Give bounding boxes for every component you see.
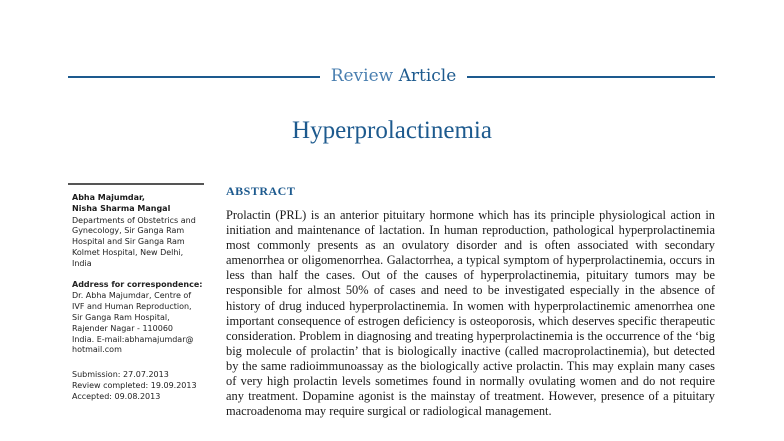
header-rule-right — [467, 76, 715, 78]
section-label-word1: Review — [330, 66, 394, 86]
affiliation-line: Hospital and Sir Ganga Ram — [72, 237, 185, 247]
abstract-text: Prolactin (PRL) is an anterior pituitary hormone which has its principle physiological action in initiation and maintenance of lactation. In human reproduction, pathological hyperprolactinemia most commonly presents as an ovulatory disorder and is often associated with secondary amenorrhea or oligomenorrhea. Galactorrhea, a typical symptom of hyperprolactinemia, occurs in less than half the cases. Out of the causes of hyperprolactinemia, pituitary tumors may be responsible for almost 50% of cases and need to be investigated especially in the absence of history of drug induced hyperprolactinemia. In women with hyperprolactinemic amenorrhea one important consequence of estrogen deficiency is osteoporosis, which deserves specific therapeutic consideration. Problem in diagnosing and treating hyperprolactinemia is the occurrence of the ‘big big molecule of prolactin’ that is biologically inactive (called macroprolactinemia), but detected by the same radioimmunoassay as the biologically active prolactin. This may explain many cases of very high prolactin levels sometimes found in normally ovulating women and do not require any treatment. Dopamine agonist is the mainstay of treatment. However, presence of a pituitary macroadenoma may require surgical or radiological management. — [226, 208, 715, 419]
address-line: Rajender Nagar - 110060 — [72, 323, 173, 333]
section-label-word2: Article — [398, 66, 457, 86]
correspondence-address — [72, 291, 208, 356]
address-line: Dr. Abha Majumdar, Centre of — [72, 291, 192, 301]
submission-date: Submission: 27.07.2013 — [72, 370, 169, 380]
accepted-date: Accepted: 09.08.2013 — [72, 391, 161, 401]
header-rule-left — [68, 76, 320, 78]
section-label — [320, 65, 467, 87]
address-line: Sir Ganga Ram Hospital, — [72, 312, 170, 322]
affiliation-line: India — [72, 258, 92, 268]
address-line: hotmail.com — [72, 345, 122, 355]
article-dates — [72, 370, 208, 402]
article-title: Hyperprolactinemia — [292, 117, 492, 144]
address-line: IVF and Human Reproduction, — [72, 302, 192, 312]
address-line: India. E-mail:abhamajumdar@ — [72, 334, 194, 344]
author-line: Nisha Sharma Mangal — [72, 203, 171, 213]
department-affiliation — [72, 216, 208, 270]
affiliation-line: Kolmet Hospital, New Delhi, — [72, 247, 184, 257]
correspondence-heading: Address for correspondence: — [72, 279, 203, 289]
affiliation-line: Gynecology, Sir Ganga Ram — [72, 226, 185, 236]
author-line: Abha Majumdar, — [72, 193, 145, 202]
authors — [72, 193, 208, 215]
sidebar-rule — [68, 183, 204, 185]
review-completed-date: Review completed: 19.09.2013 — [72, 380, 197, 390]
abstract-heading: ABSTRACT — [226, 184, 296, 198]
author-sidebar — [72, 193, 208, 403]
affiliation-line: Departments of Obstetrics and — [72, 215, 196, 225]
